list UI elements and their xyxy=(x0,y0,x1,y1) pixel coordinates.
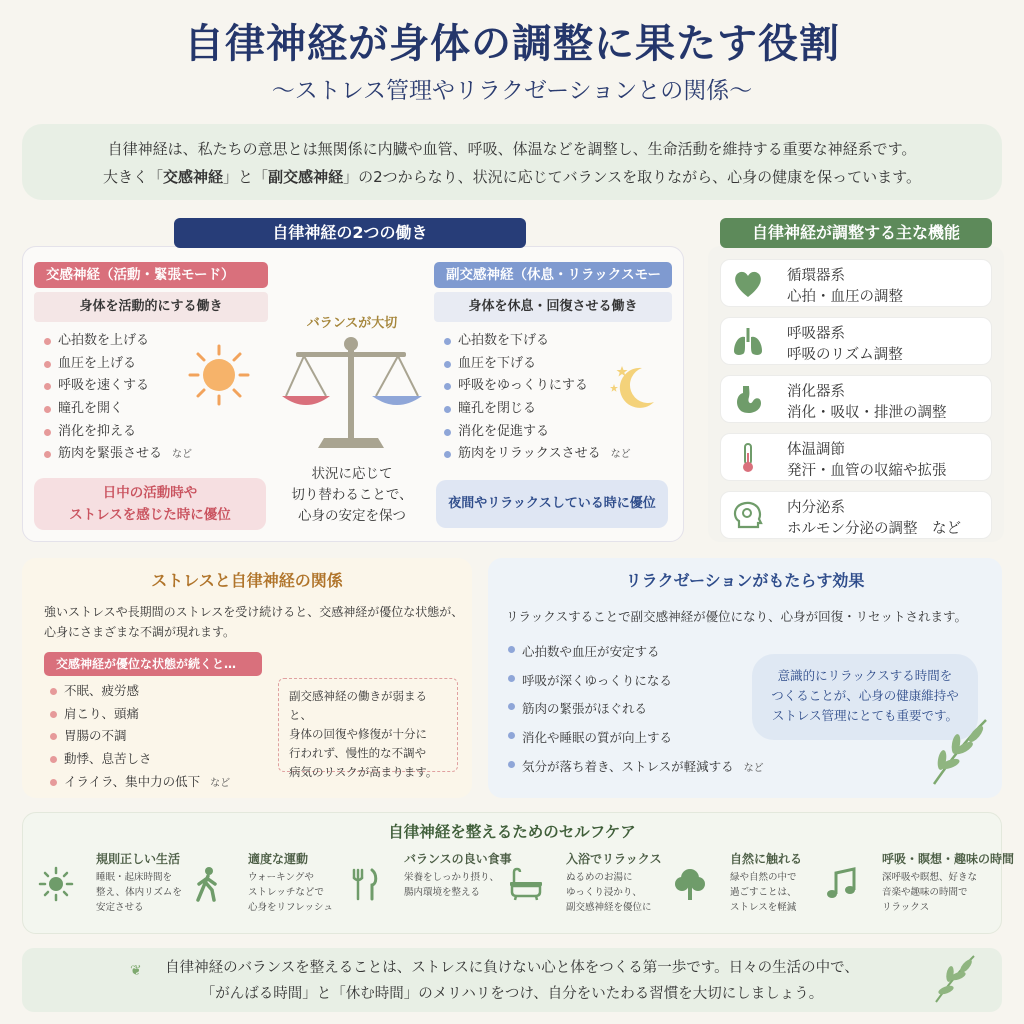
function-item-endocrine: 内分泌系 ホルモン分泌の調整 など xyxy=(720,491,992,539)
lungs-icon xyxy=(731,325,765,359)
moon-icon xyxy=(608,362,660,414)
etc-label: など xyxy=(733,762,764,774)
intro-line-1: 自律神経は、私たちの意思とは無関係に内臓や血管、呼吸、体温などを調整し、生命活動を維持する重要な神経系です。 xyxy=(107,140,917,158)
function-item-circulatory: 循環器系 心拍・血圧の調整 xyxy=(720,259,992,307)
sympathetic-list-item: 筋肉を緊張させる など xyxy=(44,443,192,466)
footer-line-2: 「がんばる時間」と「休む時間」のメリハリをつけ、自分をいたわる習慣を大切にしましょう。 xyxy=(200,986,824,1002)
sun-icon xyxy=(38,866,74,902)
function-item-respiratory: 呼吸器系 呼吸のリズム調整 xyxy=(720,317,992,365)
stress-list-item: 不眠、疲労感 xyxy=(50,680,230,703)
leaf-icon: ❦ xyxy=(130,963,142,979)
bathtub-icon xyxy=(508,866,544,902)
selfcare-header: 自律神経を整えるためのセルフケア xyxy=(388,823,636,841)
heart-icon xyxy=(731,267,765,301)
selfcare-item-routine: 規則正しい生活 睡眠・起床時間を 整え、体内リズムを 安定させる xyxy=(38,850,198,930)
leaf-icon xyxy=(932,952,978,1004)
stomach-icon xyxy=(731,383,765,417)
sympathetic-list-item: 呼吸を速くする xyxy=(44,375,192,398)
stress-list-item: 胃腸の不調 xyxy=(50,725,230,748)
parasympathetic-list-item: 血圧を下げる xyxy=(444,353,631,376)
music-note-icon xyxy=(824,866,860,902)
leaf-icon xyxy=(928,714,992,788)
relax-list-item: 筋肉の緊張がほぐれる xyxy=(508,695,764,724)
selfcare-item-nature: 自然に触れる 緑や自然の中で 過ごすことは、 ストレスを軽減 xyxy=(672,850,832,930)
footer-line-1: ❦ 自律神経のバランスを整えることは、ストレスに負けない心と体をつくる第一歩です。日々の生活の中で、 xyxy=(22,955,1002,981)
balance-scale-icon xyxy=(278,334,424,452)
tree-icon xyxy=(672,866,708,902)
sympathetic-list-item: 心拍数を上げる xyxy=(44,330,192,353)
relax-intro: リラックスすることで副交感神経が優位になり、心身が回復・リセットされます。 xyxy=(506,609,968,624)
etc-label: など xyxy=(162,449,193,461)
footer-message xyxy=(22,948,1002,1012)
two-functions-header: 自律神経の2つの働き xyxy=(174,218,526,248)
sympathetic-list-item: 瞳孔を開く xyxy=(44,398,192,421)
functions-header: 自律神経が調整する主な機能 xyxy=(720,218,992,248)
sympathetic-note: 日中の活動時や ストレスを感じた時に優位 xyxy=(34,478,266,530)
relax-title: リラクゼーションがもたらす効果 xyxy=(625,571,865,590)
relax-list-item: 気分が落ち着き、ストレスが軽減する など xyxy=(508,753,764,782)
head-gear-icon xyxy=(731,499,765,533)
parasympathetic-list-item: 筋肉をリラックスさせる など xyxy=(444,443,631,466)
parasympathetic-list-item: 消化を促進する xyxy=(444,421,631,444)
stress-list-item: 肩こり、頭痛 xyxy=(50,703,230,726)
page-subtitle: 〜ストレス管理やリラクゼーションとの関係〜 xyxy=(271,78,753,104)
balance-text: 状況に応じて 切り替わることで、 心身の安定を保つ xyxy=(291,466,413,524)
balance-label: バランスが大切 xyxy=(306,316,398,331)
relax-list-item: 心拍数や血圧が安定する xyxy=(508,638,764,667)
sympathetic-list-item: 血圧を上げる xyxy=(44,353,192,376)
etc-label: など xyxy=(200,777,231,789)
walking-icon xyxy=(190,866,226,902)
sympathetic-desc: 身体を活動的にする働き xyxy=(34,292,268,322)
sympathetic-label: 交感神経（活動・緊張モード） xyxy=(34,262,268,288)
stress-intro: 強いストレスや長期間のストレスを受け続けると、交感神経が優位な状態が、 心身にさまざまな不調が現れます。 xyxy=(44,605,464,639)
fork-knife-icon xyxy=(346,866,382,902)
parasympathetic-list-item: 呼吸をゆっくりにする xyxy=(444,375,631,398)
selfcare-item-exercise: 適度な運動 ウォーキングや ストレッチなどで 心身をリフレッシュ xyxy=(190,850,350,930)
stress-note: 副交感神経の働きが弱まると、 身体の回復や修復が十分に 行われず、慢性的な不調や 病気のリスクが高まります。 xyxy=(278,678,458,772)
sympathetic-list-item: 消化を抑える xyxy=(44,421,192,444)
parasympathetic-list-item: 心拍数を下げる xyxy=(444,330,631,353)
relax-note: 意識的にリラックスする時間を つくることが、心身の健康維持や ストレス管理にとても重要です。 xyxy=(752,654,978,740)
thermometer-icon xyxy=(731,441,765,475)
stress-subhead: 交感神経が優位な状態が続くと… xyxy=(44,652,262,676)
intro-line-2: 大きく「交感神経」と「副交感神経」の2つからなり、状況に応じてバランスを取りながら、心身の健康を保っています。 xyxy=(103,168,921,186)
parasympathetic-desc: 身体を休息・回復させる働き xyxy=(434,292,672,322)
relax-list-item: 呼吸が深くゆっくりになる xyxy=(508,667,764,696)
page-title: 自律神経が身体の調整に果たす役割 xyxy=(184,20,840,67)
stress-list-item: 動悸、息苦しさ xyxy=(50,748,230,771)
function-item-digestive: 消化器系 消化・吸収・排泄の調整 xyxy=(720,375,992,423)
parasympathetic-list-item: 瞳孔を閉じる xyxy=(444,398,631,421)
selfcare-item-bath: 入浴でリラックス ぬるめのお湯に ゆっくり浸かり、 副交感神経を優位に xyxy=(508,850,668,930)
parasympathetic-note: 夜間やリラックスしている時に優位 xyxy=(436,480,668,528)
relax-list-item: 消化や睡眠の質が向上する xyxy=(508,724,764,753)
sun-icon xyxy=(188,344,250,406)
relax-list xyxy=(508,638,764,781)
stress-list-item: イライラ、集中力の低下 など xyxy=(50,771,230,794)
parasympathetic-label: 副交感神経（休息・リラックスモー xyxy=(434,262,672,288)
intro-box xyxy=(22,124,1002,200)
selfcare-item-hobby: 呼吸・瞑想・趣味の時間 深呼吸や瞑想、好きな 音楽や趣味の時間で リラックス xyxy=(824,850,994,930)
selfcare-item-diet: バランスの良い食事 栄養をしっかり摂り、 腸内環境を整える xyxy=(346,850,506,930)
sympathetic-list xyxy=(44,330,192,466)
function-item-temperature: 体温調節 発汗・血管の収縮や拡張 xyxy=(720,433,992,481)
stress-list xyxy=(50,680,230,793)
stress-title: ストレスと自律神経の関係 xyxy=(151,571,343,590)
etc-label: など xyxy=(600,449,631,461)
parasympathetic-list xyxy=(444,330,631,466)
